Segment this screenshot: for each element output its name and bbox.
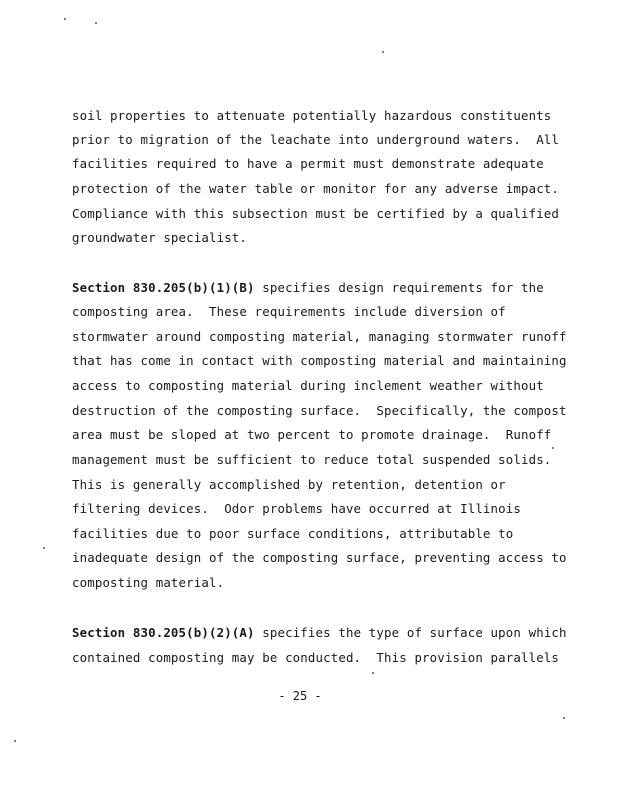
text-line	[72, 625, 567, 641]
scan-speck	[552, 447, 554, 449]
text-line: stormwater around composting material, managing stormwater runoff	[72, 329, 567, 344]
text-line: protection of the water table or monitor for any adverse impact.	[72, 181, 560, 196]
text-line: contained composting may be conducted. This provision parallels	[72, 650, 560, 665]
scan-speck	[372, 672, 374, 674]
text-line: management must be sufficient to reduce total suspended solids.	[72, 452, 552, 467]
text-line: filtering devices. Odor problems have occurred at Illinois	[72, 501, 521, 516]
section-reference: Section 830.205(b)(2)(A)	[72, 625, 255, 640]
text-line: destruction of the composting surface. Specifically, the compost	[72, 403, 567, 418]
text-line: prior to migration of the leachate into underground waters. All	[72, 132, 560, 147]
text-span: specifies the type of surface upon which	[254, 625, 567, 640]
scan-speck	[382, 51, 384, 53]
text-line: composting area. These requirements include diversion of	[72, 304, 506, 319]
text-line: facilities due to poor surface conditions, attributable to	[72, 526, 514, 541]
scan-speck	[95, 22, 97, 24]
text-line: that has come in contact with composting material and maintaining	[72, 353, 567, 368]
text-line: composting material.	[72, 575, 225, 590]
text-line: area must be sloped at two percent to promote drainage. Runoff	[72, 427, 552, 442]
text-line	[72, 280, 544, 296]
scan-speck	[64, 18, 66, 20]
text-line: soil properties to attenuate potentially hazardous constituents	[72, 108, 552, 123]
text-line: facilities required to have a permit must demonstrate adequate	[72, 156, 544, 171]
scan-speck	[563, 717, 565, 719]
text-line: groundwater specialist.	[72, 230, 248, 245]
page-number: - 25 -	[278, 689, 322, 703]
text-span: specifies design requirements for the	[254, 280, 544, 295]
text-line: inadequate design of the composting surface, preventing access to	[72, 550, 567, 565]
scan-speck	[14, 740, 16, 742]
text-line: Compliance with this subsection must be certified by a qualified	[72, 206, 560, 221]
text-line: This is generally accomplished by retention, detention or	[72, 477, 506, 492]
scan-speck	[43, 547, 45, 549]
section-reference: Section 830.205(b)(1)(B)	[72, 280, 255, 295]
text-line: access to composting material during inclement weather without	[72, 378, 544, 393]
